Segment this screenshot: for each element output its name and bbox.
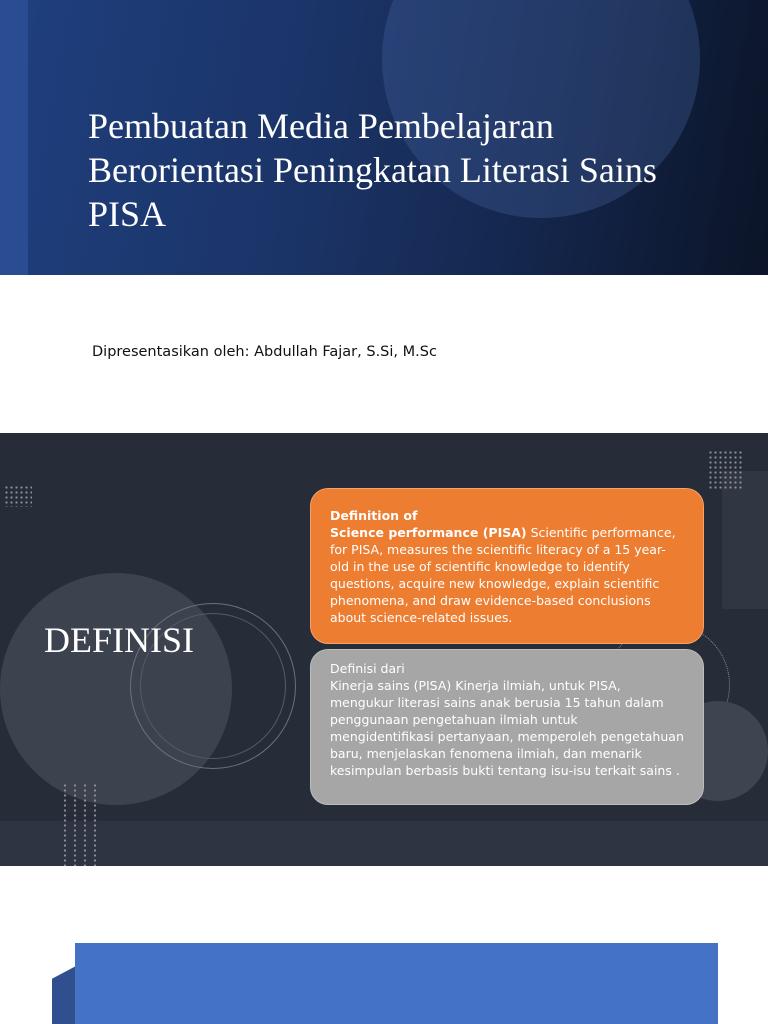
decorative-shadow: [52, 966, 76, 1024]
definition-term: Science performance (PISA): [330, 525, 527, 540]
definition-heading: Definisi dari: [330, 661, 405, 676]
title-slide-header: [0, 0, 768, 275]
definition-slide: [0, 433, 768, 866]
slide-title: Pembuatan Media Pembelajaran Berorientasi Peningkatan Literasi Sains PISA: [88, 106, 657, 234]
presenter-text: Dipresentasikan oleh: Abdullah Fajar, S.Si, M.Sc: [92, 344, 437, 360]
decorative-rect: [722, 471, 768, 609]
english-definition-box: [310, 488, 704, 644]
definition-body: Kinerja sains (PISA) Kinerja ilmiah, untuk PISA, mengukur literasi sains anak berusia 15 tahun dalam penggunaan pengetahuan ilmiah untuk mengidentifikasi pertanyaan, memperoleh pengetahuan baru, menjelaskan fenomena ilmiah, dan menarik kesimpulan berbasis bukti tentang isu-isu terkait sains .: [330, 678, 684, 778]
indonesian-definition-box: [310, 649, 704, 805]
decorative-dots: [4, 485, 32, 507]
decorative-dots: [708, 450, 744, 490]
definition-heading: Definition of: [330, 508, 418, 523]
section-title: DEFINISI: [44, 620, 194, 660]
decorative-dots: [60, 783, 100, 866]
decorative-band: [0, 0, 28, 275]
decorative-band: [0, 821, 768, 866]
next-slide-banner: [75, 943, 718, 1024]
definition-body: Scientific performance, for PISA, measures the scientific literacy of a 15 year-old in the use of scientific knowledge to identify questions, acquire new knowledge, explain scientific phenomena, and draw evidence-based conclusions about science-related issues.: [330, 525, 676, 625]
